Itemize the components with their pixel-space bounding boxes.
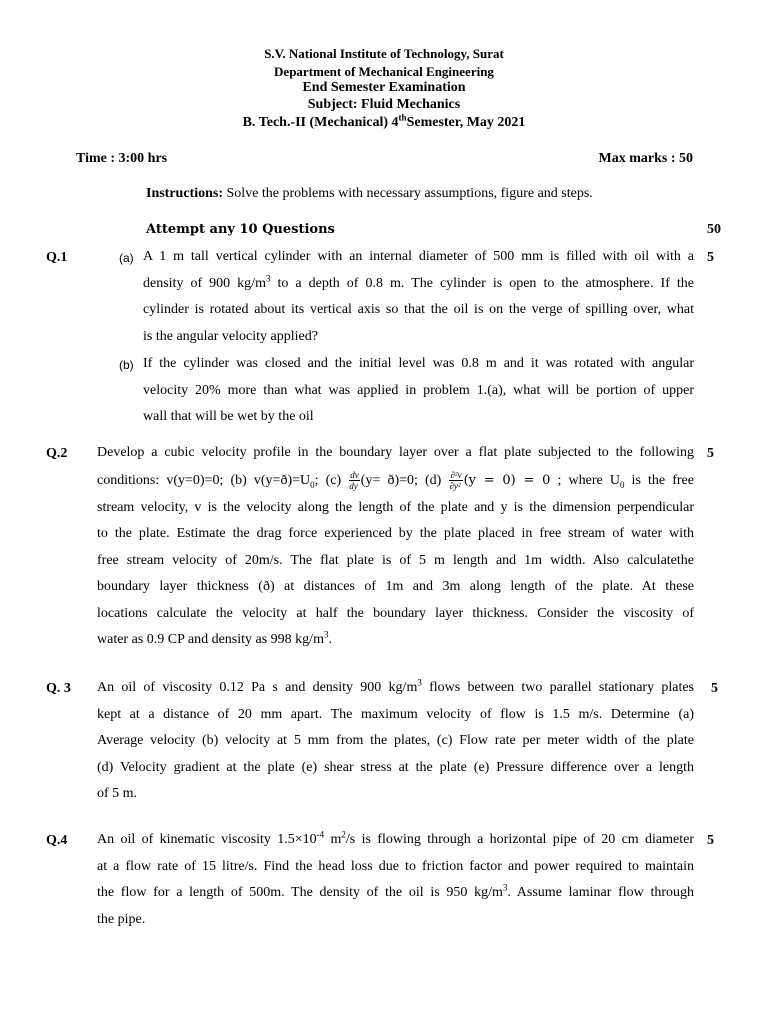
question-2-marks: 5	[707, 446, 714, 461]
q3-text: An oil of viscosity 0.12 Pa s and density 900 $kg/m^3$ flows between two parallel stationary plates kept at a distance of 20 mm apart. The maximum velocity of flow is 1.5 m/s. Determine (a) Average velocity (b) velocity at 5 mm from the plates, (c) Flow rate per meter width of the plate (d) Velocity gradient at the plate (e) shear stress at the plate (e) Pressure difference over a length of 5 m.	[97, 677, 695, 801]
q2-text: Develop a cubic velocity profile in the boundary layer over a flat plate subjected to the following conditions: v(y=0)=0; (b) $v(y=ð)=U_0$; (c) $\frac{dv}{dy}$ (y= ð)=0; (d) $\frac{\text{∂²v}}{\text{∂y²}}$ (y = 0) = 0 ; where $U_0$ is the free stream velocity, v is the velocity along the length of the plate and y is the dimension perpendicular to the plate. Estimate the drag force experienced by the plate placed in free stream of water with free stream velocity of 20m/s. The flat plate is of 5 m length and 1m width. Also calculatethe boundary layer thickness (ð) at distances of 1m and 3m along length of the plate. At these locations calculate the velocity at half the boundary layer thickness. Consider the viscosity of water as 0.9 CP and density as 998 $kg/m^3$.	[97, 445, 694, 647]
q1-part-b-text: If the cylinder was closed and the initial level was 0.8 m and it was rotated with angular velocity 20% more than what was applied in problem 1.(a), what will be portion of upper wall that will be wet by the oil	[143, 356, 694, 424]
attempt-instruction: Attempt any 10 Questions	[146, 222, 335, 237]
q1-part-b-label: (b)	[119, 358, 134, 372]
question-3-marks: 5	[711, 681, 718, 696]
exam-title: End Semester Examination	[302, 80, 466, 95]
question-number-2: Q.2	[46, 446, 68, 461]
question-4-marks: 5	[707, 833, 714, 848]
question-1-marks: 5	[707, 250, 714, 265]
dv-dy-fraction: $\frac{dv}{dy}$	[349, 469, 359, 491]
subject-title: Subject: Fluid Mechanics	[307, 97, 461, 112]
total-marks: 50	[707, 222, 721, 237]
max-marks: Max marks : 50	[598, 151, 693, 166]
question-number-1: Q.1	[46, 250, 68, 265]
exam-time: Time : 3:00 hrs	[76, 151, 168, 166]
q1-part-a-text: A 1 m tall vertical cylinder with an internal diameter of 500 mm is filled with oil with a density of 900 $kg/m^3$ to a depth of 0.8 m. The cylinder is open to the atmosphere. If the cylinder is rotated about its vertical axis so that the oil is on the verge of spilling over, what is the angular velocity applied?	[143, 249, 694, 344]
program-title: B. Tech.-II (Mechanical) 4thSemester, May 2021	[242, 112, 526, 130]
second-derivative-fraction: $\frac{\text{∂²v}}{\text{∂y²}}$	[449, 469, 462, 491]
institute-name: S.V. National Institute of Technology, Surat	[264, 46, 504, 61]
question-number-4: Q.4	[46, 833, 68, 848]
q4-text: An oil of kinematic viscosity $1.5\times 10^{-4}$ $m^2/s$ is flowing through a horizontal pipe of 20 cm diameter at a flow rate of 15 litre/s. Find the head loss due to friction factor and power required to maintain the flow for a length of 500m. The density of the oil is 950 $kg/m^3$. Assume laminar flow through the pipe.	[97, 829, 695, 927]
q1-part-a-label: (a)	[119, 251, 134, 265]
instructions: Instructions: Solve the problems with necessary assumptions, figure and steps.	[146, 186, 593, 201]
department-name: Department of Mechanical Engineering	[274, 64, 494, 79]
question-number-3: Q. 3	[46, 681, 71, 696]
